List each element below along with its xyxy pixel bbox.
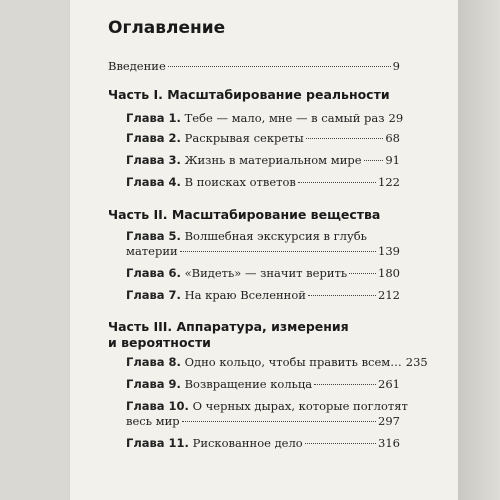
toc-entry-chapter-1 <box>126 110 404 127</box>
chapter-title-line1: О черных дырах, которые поглотят <box>192 399 408 413</box>
chapter-page: 91 <box>385 153 400 167</box>
part-3-heading-line1: Часть III. Аппаратура, измерения <box>108 319 349 334</box>
leader-dots <box>308 295 376 296</box>
intro-page: 9 <box>392 59 400 73</box>
chapter-title: весь мир <box>126 414 180 428</box>
chapter-title: Рискованное дело <box>192 436 303 450</box>
leader-dots <box>180 251 376 252</box>
chapter-page: 235 <box>405 355 428 369</box>
chapter-title-line1: Волшебная экскурсия в глубь <box>184 229 367 243</box>
leader-dots <box>349 273 376 274</box>
chapter-title: Жизнь в материальном мире <box>184 153 362 167</box>
chapter-page: 316 <box>378 436 400 450</box>
chapter-number: Глава 6. <box>126 266 181 280</box>
chapter-title: Возвращение кольца <box>184 377 313 391</box>
chapter-number: Глава 11. <box>126 436 189 450</box>
chapter-title: материи <box>126 244 178 258</box>
chapter-page: 29 <box>388 111 404 125</box>
leader-dots <box>168 66 391 67</box>
chapter-page: 139 <box>378 244 400 258</box>
leader-dots <box>306 138 384 139</box>
toc-entry-chapter-11 <box>126 435 400 452</box>
chapter-page: 68 <box>385 131 400 145</box>
leader-dots <box>314 384 376 385</box>
part-2-heading: Часть II. Масштабирование вещества <box>108 207 381 222</box>
toc-entry-chapter-2 <box>126 130 400 147</box>
toc-entry-chapter-10 <box>126 413 400 430</box>
leader-dots <box>298 182 376 183</box>
toc-entry-chapter-4 <box>126 174 400 191</box>
chapter-number: Глава 4. <box>126 175 181 189</box>
toc-entry-chapter-9 <box>126 376 400 393</box>
part-1-heading: Часть I. Масштабирование реальности <box>108 87 390 102</box>
leader-dots <box>305 443 376 444</box>
chapter-title: В поисках ответов <box>184 175 296 189</box>
chapter-number: Глава 3. <box>126 153 181 167</box>
chapter-page: 212 <box>378 288 400 302</box>
chapter-number: Глава 2. <box>126 131 181 145</box>
toc-entry-chapter-6 <box>126 265 400 282</box>
chapter-page: 122 <box>378 175 400 189</box>
chapter-page: 180 <box>378 266 400 280</box>
chapter-number: Глава 9. <box>126 377 181 391</box>
leader-dots <box>364 160 384 161</box>
chapter-page: 297 <box>378 414 400 428</box>
toc-entry-intro <box>108 58 400 75</box>
chapter-title: Раскрывая секреты <box>184 131 304 145</box>
part-3-heading-line2: и вероятности <box>108 335 211 350</box>
intro-label: Введение <box>108 59 166 73</box>
chapter-number: Глава 7. <box>126 288 181 302</box>
toc-entry-chapter-3 <box>126 152 400 169</box>
chapter-title: На краю Вселенной <box>184 288 306 302</box>
toc-entry-chapter-7 <box>126 287 400 304</box>
chapter-page: 261 <box>378 377 400 391</box>
toc-entry-chapter-8 <box>126 354 428 371</box>
toc-entry-chapter-5 <box>126 243 400 260</box>
chapter-title: Тебе — мало, мне — в самый раз <box>184 111 385 125</box>
chapter-number: Глава 10. <box>126 399 189 413</box>
chapter-number: Глава 1. <box>126 111 181 125</box>
page-edge <box>458 0 500 500</box>
leader-dots <box>182 421 376 422</box>
chapter-title: Одно кольцо, чтобы править всем… <box>184 355 402 369</box>
chapter-number: Глава 5. <box>126 229 181 243</box>
chapter-number: Глава 8. <box>126 355 181 369</box>
chapter-title: «Видеть» — значит верить <box>184 266 348 280</box>
toc-title: Оглавление <box>108 18 226 38</box>
